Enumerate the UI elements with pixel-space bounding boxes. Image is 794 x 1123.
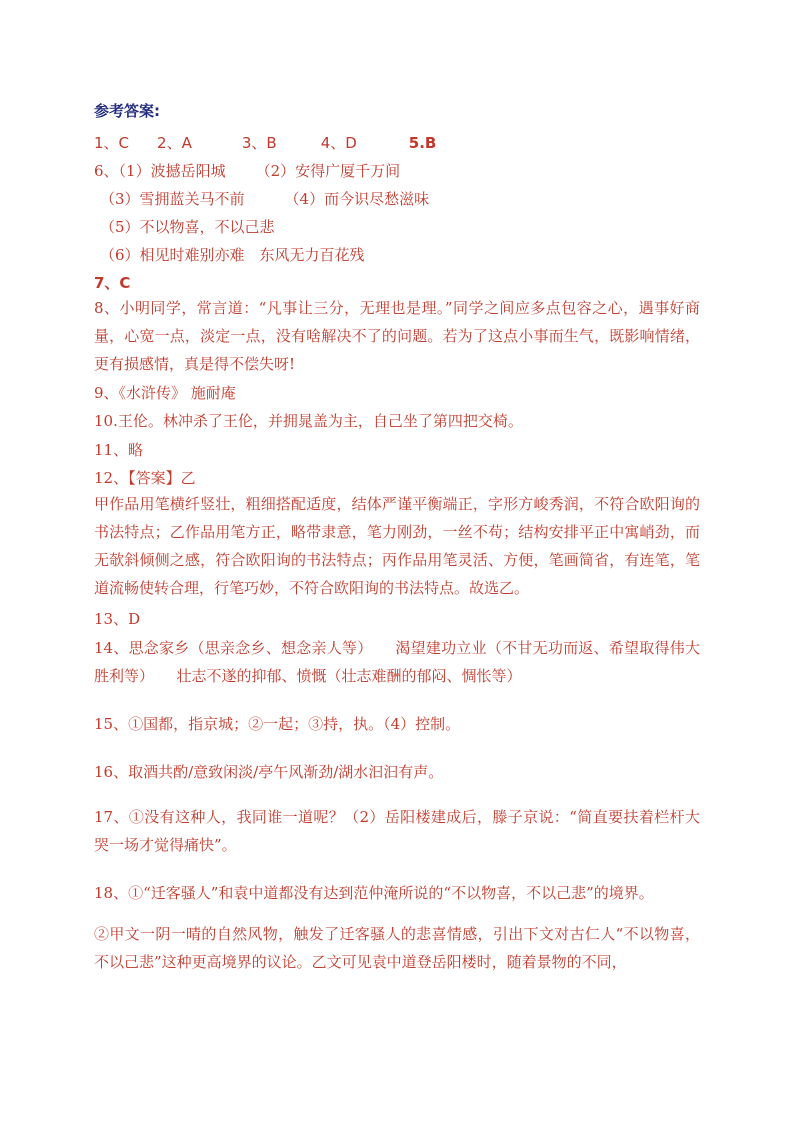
answer-12-head <box>94 467 196 488</box>
answer-8: 8、小明同学，常言道：“凡事让三分，无理也是理。”同学之间应多点包容之心，遇事好商量，心宽一点，淡定一点，没有啥解决不了的问题。若为了这点小事而生气，既影响情绪，更有损感情，真是得不偿失呀! <box>94 299 700 373</box>
answer-3: 3、B <box>241 134 277 152</box>
answer-11: 11、略 <box>94 441 144 459</box>
answer-4: 4、D <box>320 134 357 152</box>
answer-6-line-2 <box>100 188 429 209</box>
answer-6-4: （4）而今识尽愁滋味 <box>284 190 430 208</box>
answer-6-5: （5）不以物喜，不以己悲 <box>100 218 275 236</box>
answer-6-2: （2）安得广厦千万间 <box>255 162 401 180</box>
answer-16: 16、取酒共酌/意致闲淡/亭午风渐劲/湖水汩汩有声。 <box>94 763 444 781</box>
answer-12-choice: 乙 <box>180 469 196 487</box>
answer-18-part-1 <box>94 882 654 903</box>
answer-15: 15、①国都，指京城；②一起；③持，执。（4）控制。 <box>94 715 461 733</box>
answer-9: 9、《水浒传》 施耐庵 <box>94 384 236 402</box>
answer-5: 5.B <box>408 134 437 152</box>
answer-18-text-1: “迁客骚人”和袁中道都没有达到范仲淹所说的“不以物喜，不以己悲”的境界。 <box>143 884 654 902</box>
answer-2: 2、A <box>157 134 192 152</box>
answer-18-number: 18、① <box>94 884 144 902</box>
answer-12-number: 12、 <box>94 469 129 487</box>
answers-1-5 <box>94 132 436 153</box>
answer-7: 7、C <box>94 274 131 292</box>
answer-14: 14、思念家乡（思亲念乡、想念亲人等） 渴望建功立业（不甘无功而返、希望取得伟大胜利等） 壮志不遂的抑郁、愤慨（壮志难酬的郁闷、惆怅等） <box>94 639 700 685</box>
answer-10: 10.王伦。林冲杀了王伦，并拥晁盖为主，自己坐了第四把交椅。 <box>94 412 523 430</box>
answer-17: 17、①没有这种人，我同谁一道呢？（2）岳阳楼建成后，滕子京说：“简直要扶着栏杆大哭一场才觉得痛快”。 <box>94 808 700 854</box>
answer-12-tag: 【答案】 <box>128 469 181 487</box>
answer-18-sub-number: ② <box>94 925 110 943</box>
answer-heading: 参考答案: <box>94 102 160 120</box>
answer-1: 1、C <box>94 134 130 152</box>
answer-6-1: 6、（1）波撼岳阳城 <box>94 162 226 180</box>
answer-12-explanation: 甲作品用笔横纤竖壮，粗细搭配适度，结体严谨平衡端正，字形方峻秀润，不符合欧阳询的书法特点；乙作品用笔方正，略带隶意，笔力刚劲，一丝不苟；结构安排平正中寓峭劲，而无欹斜倾侧之感，符合欧阳询的书法特点；丙作品用笔灵活、方便，笔画简省，有连笔，笔道流畅使转合理，行笔巧妙，不符合欧阳询的书法特点。故选乙。 <box>94 495 700 597</box>
answer-6-3: （3）雪拥蓝关马不前 <box>100 190 245 208</box>
answer-6-line-1 <box>94 160 400 181</box>
answer-18-part-2 <box>94 920 700 976</box>
answer-18-text-2: 甲文一阴一晴的自然风物，触发了迁客骚人的悲喜情感，引出下文对古仁人“不以物喜，不以己悲”这种更高境界的议论。乙文可见袁中道登岳阳楼时，随着景物的不同， <box>94 925 700 971</box>
answer-13: 13、D <box>94 610 141 628</box>
answer-6-6: （6）相见时难别亦难 东风无力百花残 <box>100 246 365 264</box>
